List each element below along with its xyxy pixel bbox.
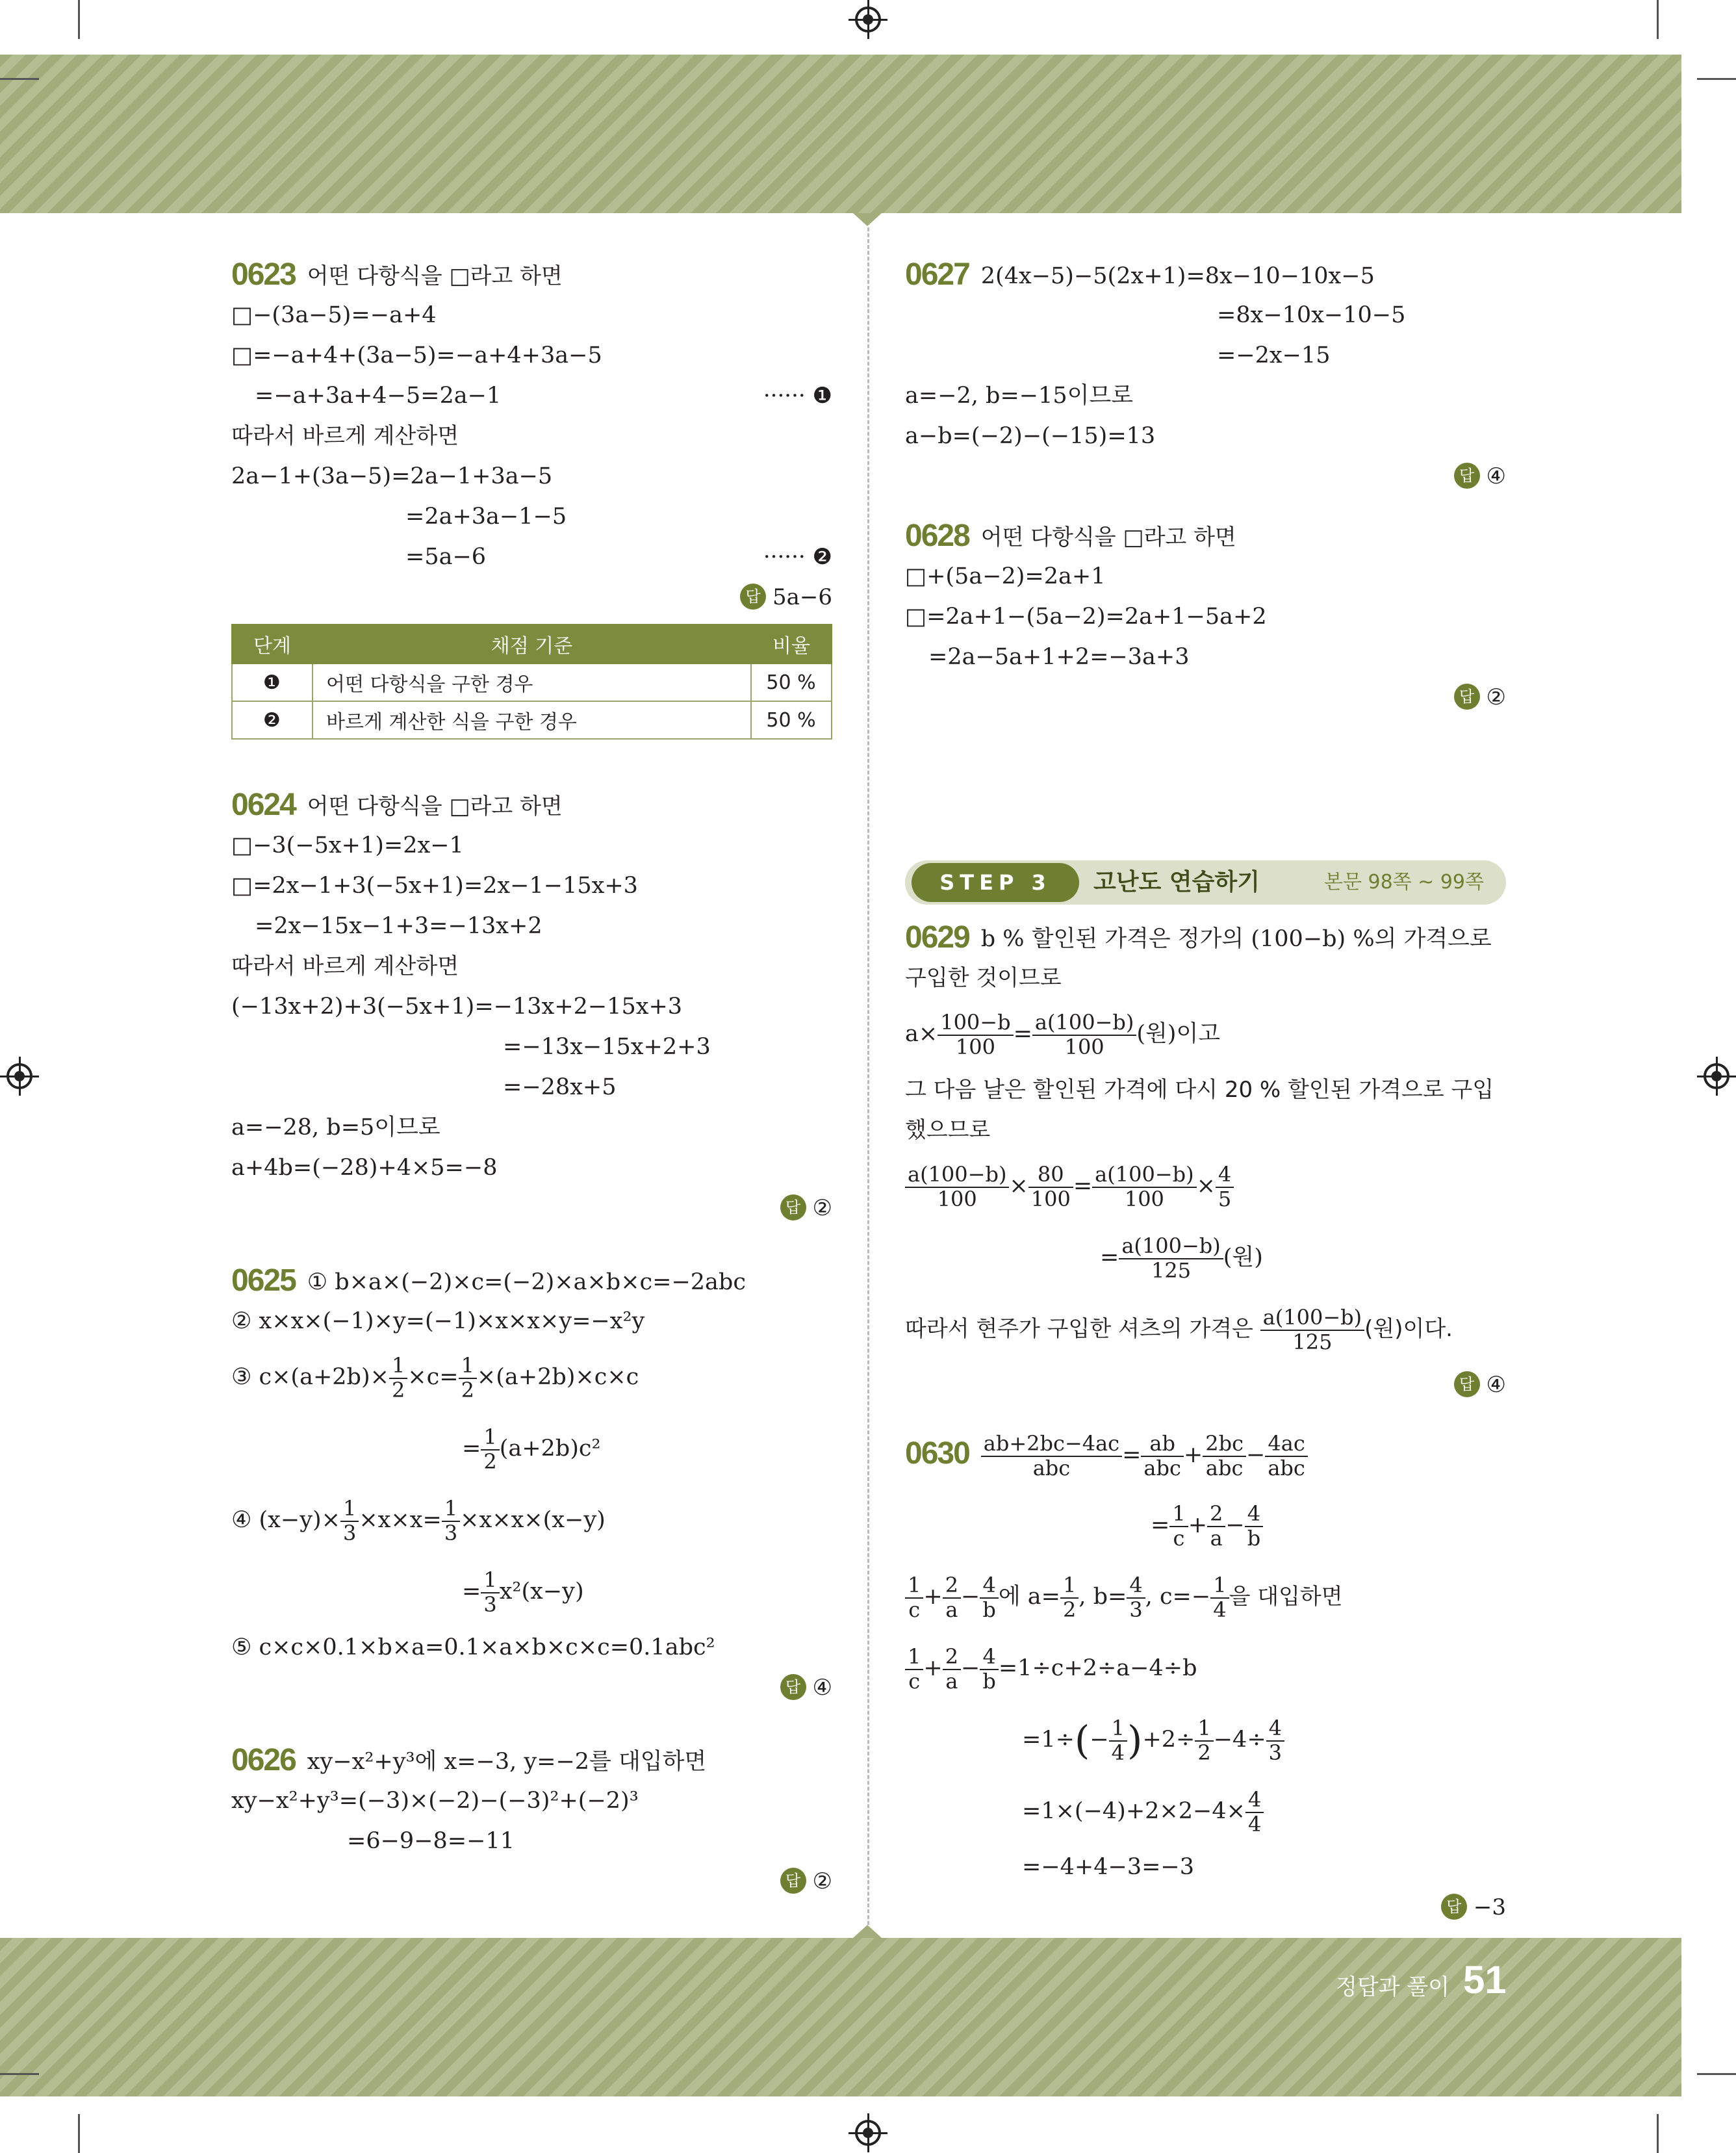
table-row xyxy=(232,701,832,739)
expr-part: − xyxy=(1225,1512,1245,1538)
answer xyxy=(231,1668,832,1708)
expr-part: (a+2b)c² xyxy=(499,1436,601,1462)
grading-table xyxy=(231,624,832,740)
denominator: 125 xyxy=(1292,1329,1333,1354)
denominator: 100 xyxy=(955,1034,995,1059)
fraction xyxy=(442,1497,460,1544)
numerator: 2 xyxy=(1207,1502,1225,1527)
solution-line xyxy=(905,1222,1506,1293)
solution-line xyxy=(905,1418,1506,1489)
column-divider xyxy=(867,227,869,1925)
expr-part: = xyxy=(462,1579,481,1605)
numerator: 4 xyxy=(980,1645,998,1670)
answer-badge-icon: 답 xyxy=(740,584,766,610)
crop-mark xyxy=(1697,78,1736,80)
answer xyxy=(905,1365,1506,1405)
expr-part: = xyxy=(462,1436,481,1462)
denominator: b xyxy=(982,1597,996,1622)
expr-part: = xyxy=(1013,1021,1032,1047)
answer-value: ② xyxy=(1486,684,1506,710)
denominator: 3 xyxy=(342,1520,357,1545)
solution-line: □=−a+4+(3a−5)=−a+4+3a−5 xyxy=(231,342,602,368)
table-cell: 50 % xyxy=(751,664,832,701)
problem-number: 0627 xyxy=(905,257,969,292)
left-column xyxy=(231,255,832,1902)
numerator: ab+2bc−4ac xyxy=(981,1432,1122,1456)
expr-part: −4÷ xyxy=(1213,1727,1266,1753)
fraction xyxy=(1109,1717,1127,1764)
fraction xyxy=(1203,1432,1246,1479)
fraction xyxy=(938,1011,1013,1058)
expr-part: =1÷c+2÷a−4÷b xyxy=(998,1655,1197,1681)
crop-mark xyxy=(1657,0,1659,39)
step-marker: ······ ❷ xyxy=(763,544,832,570)
numerator: 80 xyxy=(1028,1163,1073,1187)
fraction xyxy=(340,1497,359,1544)
numerator: 1 xyxy=(1210,1574,1229,1598)
expr-part: − xyxy=(1246,1442,1266,1468)
solution-line: a=−2, b=−15이므로 xyxy=(905,383,1134,409)
fraction xyxy=(1207,1502,1225,1549)
solution-line xyxy=(231,1341,832,1413)
fraction xyxy=(981,1432,1122,1479)
expr-part: ×x×x= xyxy=(359,1507,442,1533)
table-row xyxy=(232,664,832,701)
solution-line: ② x×x×(−1)×y=(−1)×x×x×y=−x²y xyxy=(231,1308,645,1334)
answer xyxy=(905,1887,1506,1927)
expr-part: ④ (x−y)× xyxy=(231,1507,340,1533)
numerator: 4 xyxy=(1245,1502,1263,1527)
fraction xyxy=(905,1163,1009,1210)
numerator: 4 xyxy=(1216,1163,1234,1187)
fraction xyxy=(1260,1306,1364,1353)
solution-line: 2a−1+(3a−5)=2a−1+3a−5 xyxy=(231,463,553,489)
crop-mark xyxy=(0,2073,39,2075)
page-number: 51 xyxy=(1463,1958,1507,2002)
footer-label: 정답과 풀이 xyxy=(1336,1974,1450,2000)
expr-part: +2÷ xyxy=(1142,1727,1195,1753)
table-cell: ❶ xyxy=(232,664,313,701)
answer xyxy=(905,456,1506,496)
solution-line: =−28x+5 xyxy=(503,1074,617,1100)
solution-line xyxy=(905,1150,1506,1222)
problem-0627 xyxy=(905,255,1506,496)
denominator: b xyxy=(1247,1525,1261,1551)
right-column xyxy=(905,255,1506,1927)
expr-part: + xyxy=(1188,1512,1208,1538)
denominator: 2 xyxy=(1063,1597,1077,1622)
fraction xyxy=(980,1574,998,1621)
registration-mark-icon xyxy=(1704,1063,1730,1089)
solution-line xyxy=(231,1556,832,1627)
denominator: 125 xyxy=(1151,1257,1192,1283)
fraction xyxy=(905,1574,923,1621)
expr-part: − xyxy=(961,1584,980,1610)
expr-part: ×c= xyxy=(407,1364,459,1390)
solution-line: 따라서 바르게 계산하면 xyxy=(231,953,459,979)
denominator: b xyxy=(982,1668,996,1694)
fraction xyxy=(1195,1717,1213,1764)
denominator: a xyxy=(1210,1525,1223,1551)
answer-value: ② xyxy=(812,1195,832,1221)
problem-intro: 어떤 다항식을 □라고 하면 xyxy=(307,263,563,289)
solution-line: =6−9−8=−11 xyxy=(347,1828,515,1854)
table-header: 채점 기준 xyxy=(313,625,751,664)
table-cell: 어떤 다항식을 구한 경우 xyxy=(313,664,751,701)
solution-line: 했으므로 xyxy=(905,1117,991,1143)
expr-part: ×(a+2b)×c×c xyxy=(476,1364,639,1390)
denominator: 100 xyxy=(1064,1034,1104,1059)
expr-part: (원)이고 xyxy=(1136,1021,1221,1047)
solution-line: □−3(−5x+1)=2x−1 xyxy=(231,832,464,858)
problem-0628 xyxy=(905,516,1506,717)
expr-part: x²(x−y) xyxy=(499,1579,584,1605)
numerator: 2bc xyxy=(1203,1432,1246,1456)
expr-part: = xyxy=(1122,1442,1142,1468)
solution-line xyxy=(905,1489,1506,1561)
denominator: 100 xyxy=(1124,1186,1164,1211)
table-cell: 50 % xyxy=(751,701,832,739)
numerator: 1 xyxy=(459,1354,477,1378)
table-cell: 바르게 계산한 식을 구한 경우 xyxy=(313,701,751,739)
denominator: 3 xyxy=(1129,1597,1143,1622)
answer xyxy=(231,1861,832,1902)
fraction xyxy=(1216,1163,1234,1210)
solution-line xyxy=(905,1561,1506,1632)
answer-badge-icon: 답 xyxy=(1454,684,1480,710)
numerator: 1 xyxy=(481,1426,499,1450)
solution-line xyxy=(231,1484,832,1556)
problem-intro: 어떤 다항식을 □라고 하면 xyxy=(307,793,563,819)
answer-value: ④ xyxy=(1486,463,1506,489)
numerator: a(100−b) xyxy=(1260,1306,1364,1330)
problem-0623 xyxy=(231,255,832,617)
table-header: 비율 xyxy=(751,625,832,664)
footer-band xyxy=(0,1938,1681,2096)
numerator: 1 xyxy=(1060,1574,1079,1598)
solution-line xyxy=(905,1293,1506,1365)
expr-part: =1×(−4)+2×2−4× xyxy=(1022,1798,1245,1824)
problem-number: 0625 xyxy=(231,1263,296,1298)
step-marker: ······ ❶ xyxy=(763,383,832,409)
solution-line: □=2x−1+3(−5x+1)=2x−1−15x+3 xyxy=(231,873,638,899)
expr-part: (원)이다. xyxy=(1364,1316,1453,1342)
numerator: a(100−b) xyxy=(905,1163,1009,1187)
problem-number: 0629 xyxy=(905,920,969,955)
denominator: 2 xyxy=(461,1377,474,1402)
problem-intro: xy−x²+y³에 x=−3, y=−2를 대입하면 xyxy=(307,1749,707,1775)
denominator: 2 xyxy=(483,1449,497,1474)
problem-number: 0624 xyxy=(231,788,296,822)
fraction xyxy=(459,1354,477,1401)
denominator: a xyxy=(945,1668,958,1694)
answer-value: 5a−6 xyxy=(772,584,832,610)
solution-line: =8x−10x−10−5 xyxy=(1217,302,1406,328)
problem-0629 xyxy=(905,918,1506,1405)
numerator: 1 xyxy=(340,1497,359,1521)
numerator: 4ac xyxy=(1265,1432,1307,1456)
registration-mark-icon xyxy=(855,6,881,32)
solution-line: □=2a+1−(5a−2)=2a+1−5a+2 xyxy=(905,604,1267,630)
problem-number: 0626 xyxy=(231,1743,296,1777)
solution-line: =1÷(− $\frac{1}{4}$ )+2÷ $\frac{1}{2}$ −4÷ $\frac{4}{3}$ xyxy=(905,1704,1506,1775)
answer-badge-icon: 답 xyxy=(780,1674,806,1700)
fraction xyxy=(1092,1163,1196,1210)
problem-intro: 어떤 다항식을 □라고 하면 xyxy=(980,524,1236,550)
denominator: 100 xyxy=(937,1186,977,1211)
answer-value: ④ xyxy=(812,1675,832,1701)
solution-line: 구입한 것이므로 xyxy=(905,965,1062,991)
expr-part: ③ c×(a+2b)× xyxy=(231,1364,389,1390)
solution-line: =−4+4−3=−3 xyxy=(1022,1854,1195,1880)
numerator: ab xyxy=(1141,1432,1183,1456)
fraction xyxy=(905,1645,923,1692)
denominator: abc xyxy=(1143,1455,1181,1480)
registration-mark-icon xyxy=(6,1063,32,1089)
denominator: 4 xyxy=(1111,1740,1125,1765)
fraction xyxy=(1245,1502,1263,1549)
fraction xyxy=(1210,1574,1229,1621)
numerator: 4 xyxy=(1245,1788,1264,1812)
fraction xyxy=(1245,1788,1264,1835)
step-title: 고난도 연습하기 xyxy=(1093,869,1260,896)
solution-line: =2a−5a+1+2=−3a+3 xyxy=(928,644,1190,670)
solution-line: 2(4x−5)−5(2x+1)=8x−10−10x−5 xyxy=(980,263,1375,289)
numerator: 2 xyxy=(943,1574,961,1598)
denominator: 2 xyxy=(391,1377,405,1402)
problem-0626 xyxy=(231,1740,832,1902)
numerator: 1 xyxy=(1109,1717,1127,1741)
denominator: 4 xyxy=(1247,1811,1262,1837)
fraction xyxy=(980,1645,998,1692)
fraction xyxy=(1060,1574,1079,1621)
numerator: a(100−b) xyxy=(1119,1235,1223,1259)
denominator: 3 xyxy=(483,1592,497,1617)
step-pill: STEP 3 xyxy=(912,863,1079,902)
solution-line: 따라서 바르게 계산하면 xyxy=(231,423,459,449)
solution-line: □+(5a−2)=2a+1 xyxy=(905,563,1106,589)
registration-mark-icon xyxy=(855,2120,881,2146)
denominator: 5 xyxy=(1218,1186,1232,1211)
answer xyxy=(231,1188,832,1228)
numerator: 1 xyxy=(481,1569,499,1593)
answer-badge-icon: 답 xyxy=(1441,1894,1467,1920)
solution-line: =−2x−15 xyxy=(1217,342,1331,368)
numerator: a(100−b) xyxy=(1092,1163,1196,1187)
expr-part: × xyxy=(1009,1173,1028,1199)
denominator: 4 xyxy=(1213,1597,1227,1622)
table-cell: ❷ xyxy=(232,701,313,739)
numerator: 4 xyxy=(1266,1717,1284,1741)
problem-0630 xyxy=(905,1418,1506,1927)
denominator: 3 xyxy=(1268,1740,1283,1765)
header-band xyxy=(0,55,1681,213)
fraction xyxy=(1028,1163,1073,1210)
expr-part: + xyxy=(923,1655,943,1681)
denominator: abc xyxy=(1205,1455,1244,1480)
fraction xyxy=(481,1426,499,1473)
solution-line: ⑤ c×c×0.1×b×a=0.1×a×b×c×c=0.1abc² xyxy=(231,1634,715,1660)
numerator: 1 xyxy=(389,1354,407,1378)
solution-line: =2a+3a−1−5 xyxy=(405,504,567,530)
expr-part: + xyxy=(923,1584,943,1610)
numerator: 2 xyxy=(943,1645,961,1670)
numerator: 100−b xyxy=(938,1011,1013,1035)
expr-part: (원) xyxy=(1223,1244,1263,1270)
problem-number: 0623 xyxy=(231,257,296,292)
solution-line: xy−x²+y³=(−3)×(−2)−(−3)²+(−2)³ xyxy=(231,1788,639,1814)
numerator: a(100−b) xyxy=(1032,1011,1136,1035)
answer-value: −3 xyxy=(1473,1894,1506,1920)
solution-line xyxy=(905,1775,1506,1847)
numerator: 1 xyxy=(905,1574,923,1598)
problem-number: 0628 xyxy=(905,519,969,553)
expr-part: , c=− xyxy=(1145,1584,1211,1610)
step-header xyxy=(905,860,1506,905)
solution-line: (−13x+2)+3(−5x+1)=−13x+2−15x+3 xyxy=(231,994,683,1020)
answer-badge-icon: 답 xyxy=(1454,463,1480,489)
solution-line: =2x−15x−1+3=−13x+2 xyxy=(255,913,542,939)
solution-line: 그 다음 날은 할인된 가격에 다시 20 % 할인된 가격으로 구입 xyxy=(905,1077,1494,1103)
table-header: 단계 xyxy=(232,625,313,664)
fraction xyxy=(1032,1011,1136,1058)
expr-part: = xyxy=(1073,1173,1093,1199)
denominator: 2 xyxy=(1197,1740,1211,1765)
crop-mark xyxy=(1697,2073,1736,2075)
solution-line: a+4b=(−28)+4×5=−8 xyxy=(231,1155,498,1181)
expr-part: 따라서 현주가 구입한 셔츠의 가격은 xyxy=(905,1316,1260,1342)
solution-line: =−13x−15x+2+3 xyxy=(503,1034,711,1060)
answer-badge-icon: 답 xyxy=(1454,1371,1480,1397)
expr-part: + xyxy=(1183,1442,1203,1468)
expr-part: = xyxy=(1100,1244,1119,1270)
solution-line: =−a+3a+4−5=2a−1 xyxy=(255,383,502,409)
expr-part: − xyxy=(961,1655,980,1681)
crop-mark xyxy=(78,0,80,39)
answer xyxy=(231,577,832,617)
expr-part: = xyxy=(1151,1512,1170,1538)
denominator: c xyxy=(1173,1525,1185,1551)
fraction xyxy=(1169,1502,1188,1549)
numerator: 1 xyxy=(1169,1502,1188,1527)
numerator: 4 xyxy=(1127,1574,1145,1598)
answer-badge-icon: 답 xyxy=(780,1868,806,1894)
denominator: c xyxy=(908,1668,921,1694)
fraction xyxy=(1127,1574,1145,1621)
solution-line xyxy=(905,1632,1506,1704)
solution-line: □−(3a−5)=−a+4 xyxy=(231,302,437,328)
solution-line: a=−28, b=5이므로 xyxy=(231,1115,440,1141)
fraction xyxy=(943,1574,961,1621)
solution-line: =5a−6 xyxy=(405,544,487,570)
denominator: c xyxy=(908,1597,921,1622)
crop-mark xyxy=(0,78,39,80)
solution-line xyxy=(905,998,1506,1070)
expr-part: =1÷ xyxy=(1022,1727,1075,1753)
crop-mark xyxy=(78,2114,80,2153)
problem-0624 xyxy=(231,785,832,1228)
numerator: 1 xyxy=(1195,1717,1213,1741)
answer-value: ④ xyxy=(1486,1372,1506,1398)
answer-badge-icon: 답 xyxy=(780,1194,806,1220)
fraction xyxy=(943,1645,961,1692)
fraction xyxy=(1266,1717,1284,1764)
problem-0625 xyxy=(231,1261,832,1708)
solution-line: a−b=(−2)−(−15)=13 xyxy=(905,423,1156,449)
expr-part: a× xyxy=(905,1021,938,1047)
expr-part: 에 a= xyxy=(998,1584,1060,1610)
denominator: 100 xyxy=(1030,1186,1071,1211)
solution-line: ① b×a×(−2)×c=(−2)×a×b×c=−2abc xyxy=(307,1269,746,1295)
header-notch xyxy=(853,213,882,226)
numerator: 4 xyxy=(980,1574,998,1598)
footer-notch xyxy=(853,1925,882,1938)
expr-part: × xyxy=(1196,1173,1216,1199)
denominator: a xyxy=(945,1597,958,1622)
crop-mark xyxy=(1657,2114,1659,2153)
answer xyxy=(905,677,1506,717)
answer-value: ② xyxy=(812,1868,832,1894)
numerator: 1 xyxy=(442,1497,460,1521)
denominator: 3 xyxy=(444,1520,458,1545)
fraction xyxy=(1141,1432,1183,1479)
fraction xyxy=(1265,1432,1307,1479)
expr-part: , b= xyxy=(1079,1584,1127,1610)
expr-part: 을 대입하면 xyxy=(1229,1584,1343,1610)
solution-line: b % 할인된 가격은 정가의 (100−b) %의 가격으로 xyxy=(980,926,1492,952)
denominator: abc xyxy=(1268,1455,1305,1480)
expr-part: ×x×x×(x−y) xyxy=(460,1507,606,1533)
fraction xyxy=(389,1354,407,1401)
step-reference: 본문 98쪽 ~ 99쪽 xyxy=(1323,871,1484,894)
fraction xyxy=(1119,1235,1223,1282)
problem-number: 0630 xyxy=(905,1436,969,1471)
denominator: abc xyxy=(1032,1455,1071,1480)
solution-line xyxy=(231,1413,832,1484)
fraction xyxy=(481,1569,499,1616)
numerator: 1 xyxy=(905,1645,923,1670)
